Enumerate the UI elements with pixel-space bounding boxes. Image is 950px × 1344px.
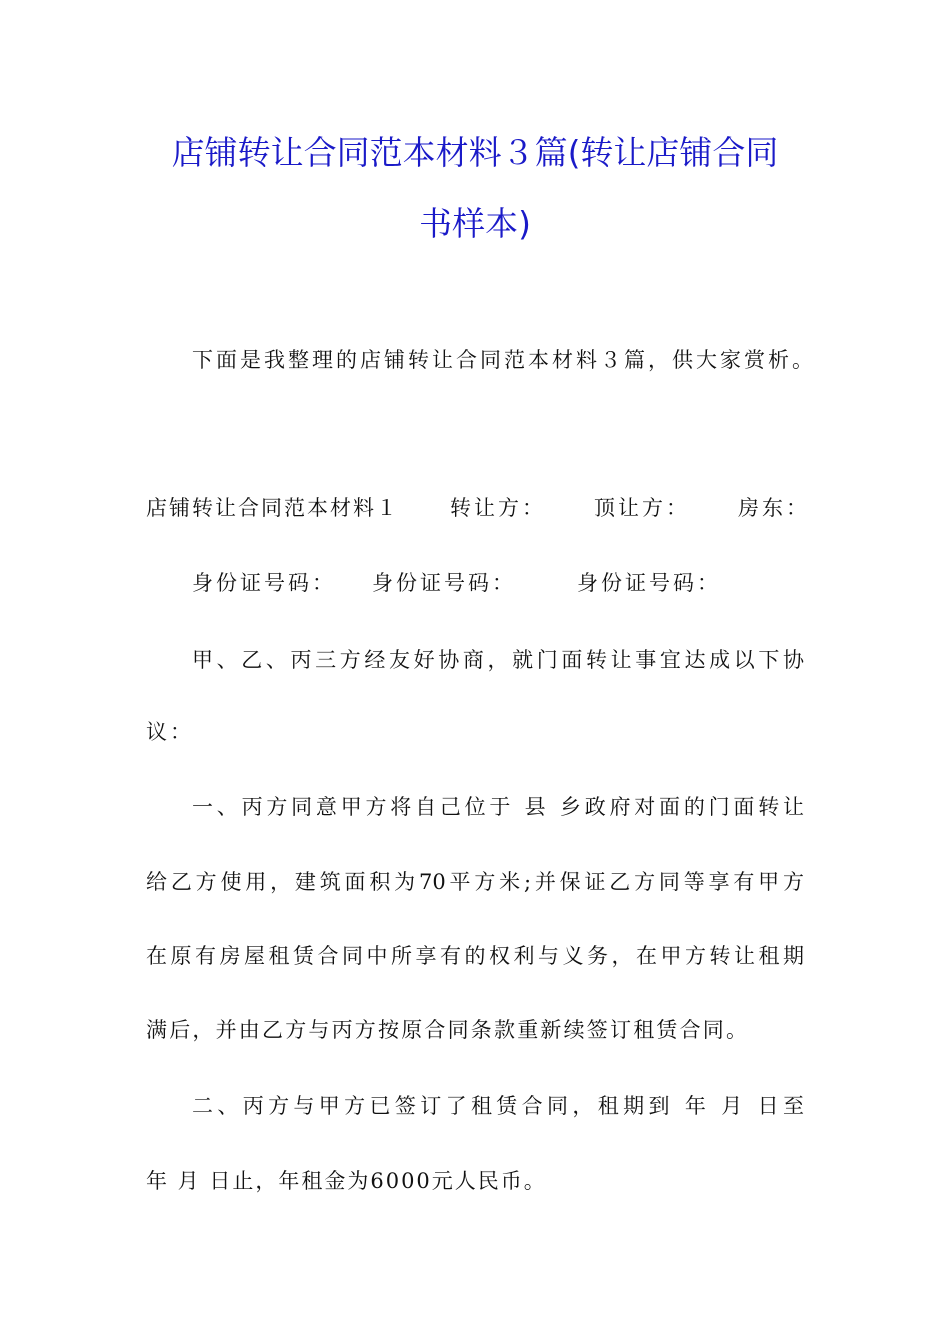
id-number-label-2: 身份证号码： xyxy=(372,571,516,595)
landlord-label: 房东： xyxy=(738,496,810,520)
transferor-label: 转让方： xyxy=(450,496,546,520)
paragraph-line: 甲、乙、丙三方经友好协商，就门面转让事宜达成以下协 xyxy=(192,648,804,672)
document-title-line-1: 店铺转让合同范本材料３篇(转让店铺合同 xyxy=(171,133,779,172)
transferee-label: 顶让方： xyxy=(594,496,690,520)
id-number-label-1: 身份证号码： xyxy=(192,571,336,595)
id-number-label-3: 身份证号码： xyxy=(577,571,721,595)
document-title-line-2: 书样本) xyxy=(419,204,531,243)
section-heading: 店铺转让合同范本材料１ xyxy=(146,496,399,520)
paragraph-line: 一、丙方同意甲方将自己位于 县 乡政府对面的门面转让 xyxy=(192,795,804,819)
paragraph-line: 给乙方使用，建筑面积为70平方米;并保证乙方同等享有甲方 xyxy=(146,870,804,894)
paragraph-line: 在原有房屋租赁合同中所享有的权利与义务，在甲方转让租期 xyxy=(146,944,804,968)
paragraph-line: 满后，并由乙方与丙方按原合同条款重新续签订租赁合同。 xyxy=(146,1018,750,1042)
intro-paragraph: 下面是我整理的店铺转让合同范本材料３篇，供大家赏析。 xyxy=(192,348,816,372)
paragraph-line: 二、丙方与甲方已签订了租赁合同，租期到 年 月 日至 xyxy=(192,1094,804,1118)
paragraph-line: 议： xyxy=(146,720,194,744)
paragraph-line: 年 月 日止，年租金为6000元人民币。 xyxy=(146,1169,547,1193)
